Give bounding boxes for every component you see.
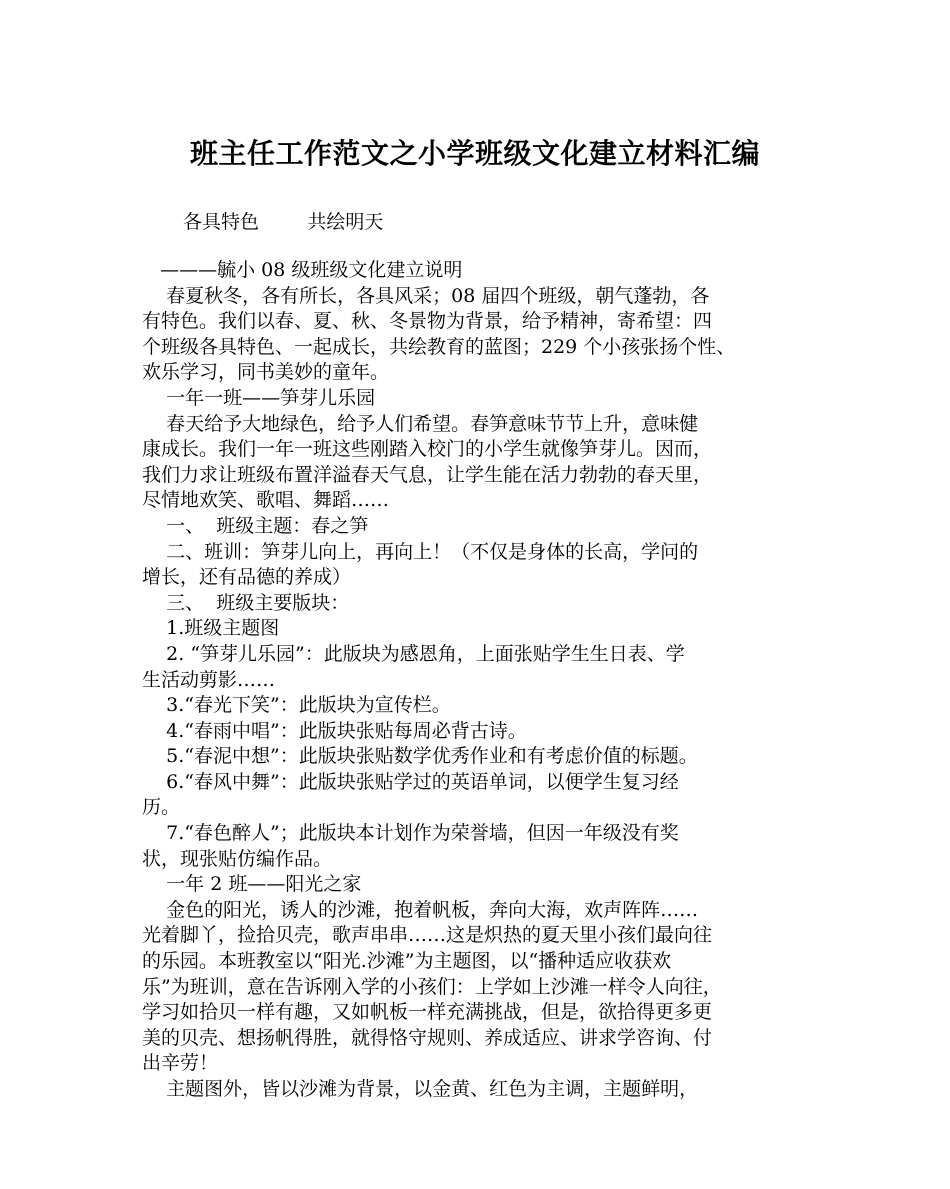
body-text-line: 出辛劳！ (142, 1052, 219, 1075)
body-text-line: 个班级各具特色、一起成长，共绘教育的蓝图；229 个小孩张扬个性、 (142, 335, 736, 358)
body-text-line: 5.“春泥中想”：此版块张贴数学优秀作业和有考虑价值的标题。 (142, 745, 698, 768)
body-text-line: 生活动剪影…… (142, 668, 276, 691)
body-text-line: 康成长。我们一年一班这些刚踏入校门的小学生就像笋芽儿。因而， (142, 438, 713, 461)
body-text-line: 历。 (142, 796, 181, 819)
body-text-line: 我们力求让班级布置洋溢春天气息，让学生能在活力勃勃的春天里， (142, 463, 713, 486)
body-text-line: 尽情地欢笑、歌唱、舞蹈…… (142, 489, 390, 512)
body-text-line: 春天给予大地绿色，给予人们希望。春笋意味节节上升，意味健 (142, 412, 699, 435)
body-text-line: 一年 2 班——阳光之家 (142, 873, 362, 896)
body-text-line: 乐”为班训，意在告诉刚入学的小孩们：上学如上沙滩一样令人向往， (142, 975, 722, 998)
body-text-line: 三、 班级主要版块： (142, 591, 350, 614)
body-text-line: 3.“春光下笑”：此版块为宣传栏。 (142, 694, 451, 717)
body-text-line: 7.“春色醉人”；此版块本计划作为荣誉墙，但因一年级没有奖 (142, 822, 679, 845)
body-text-line: 2. “笋芽儿乐园”：此版块为感恩角，上面张贴学生生日表、学 (142, 642, 685, 665)
body-text-line: 4.“春雨中唱”：此版块张贴每周必背古诗。 (142, 719, 527, 742)
body-text-line: 一年一班——笋芽儿乐园 (142, 386, 376, 409)
body-text-line: 光着脚丫，捡拾贝壳，歌声串串……这是炽热的夏天里小孩们最向往 (142, 924, 713, 947)
body-text-line: 金色的阳光，诱人的沙滩，抱着帆板，奔向大海，欢声阵阵…… (142, 898, 699, 921)
body-text-line: 美的贝壳、想扬帆得胜，就得恪守规则、养成适应、讲求学咨询、付 (142, 1026, 713, 1049)
body-text-line: 学习如拾贝一样有趣，又如帆板一样充满挑战，但是，欲拾得更多更 (142, 1001, 713, 1024)
body-text-line: 的乐园。本班教室以“阳光.沙滩”为主题图，以“播种适应收获欢 (142, 950, 672, 973)
body-text-line: ———毓小 08 级班级文化建立说明 (142, 259, 463, 281)
body-text-line: 欢乐学习，同书美妙的童年。 (142, 361, 390, 384)
body-text-line: 一、 班级主题：春之笋 (142, 514, 369, 537)
body-text-line: 二、班训：笋芽儿向上，再向上！（不仅是身体的长高，学问的 (142, 540, 699, 563)
body-text-line: 增长，还有品德的养成） (142, 566, 352, 589)
body-text-line: 主题图外，皆以沙滩为背景，以金黄、红色为主调，主题鲜明， (142, 1078, 699, 1100)
body-text-line: 有特色。我们以春、夏、秋、冬景物为背景，给予精神，寄希望：四 (142, 310, 713, 333)
document-title: 班主任工作范文之小学班级文化建立材料汇编 (189, 137, 760, 170)
document-body (142, 258, 814, 1103)
body-text-line: 状，现张贴仿编作品。 (142, 847, 333, 870)
body-text-line: 6.“春风中舞”：此版块张贴学过的英语单词，以便学生复习经 (142, 770, 679, 793)
document-subtitle: 各具特色 共绘明天 (183, 211, 384, 233)
body-text-line: 1.班级主题图 (142, 617, 280, 640)
body-text-line: 春夏秋冬，各有所长，各具风采；08 届四个班级，朝气蓬勃，各 (142, 284, 710, 307)
